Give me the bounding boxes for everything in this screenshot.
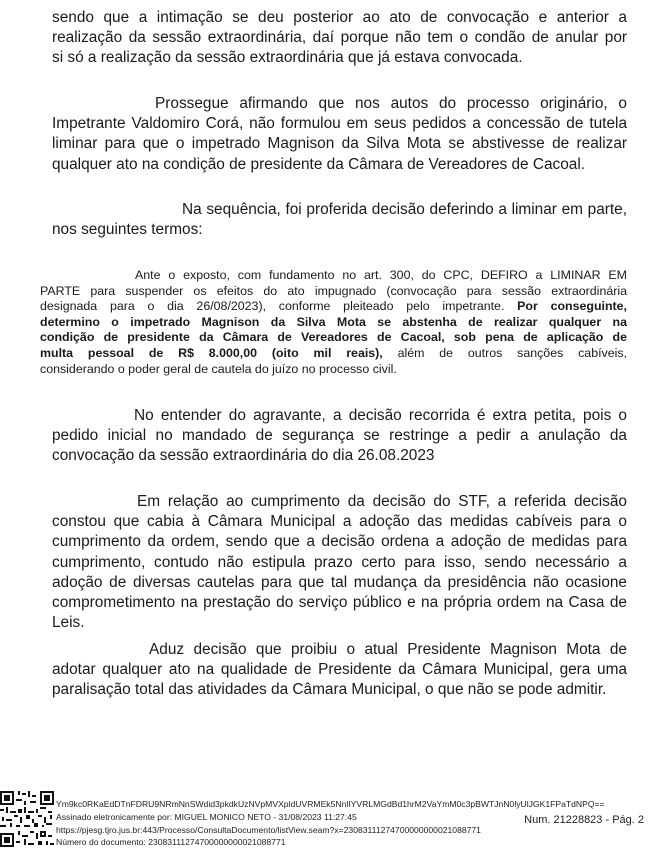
- text-line: No entender do agravante, a decisão recorrida é extra petita, pois o: [134, 407, 627, 424]
- text-line: comprometimento na prestação do serviço público e na própria ordem na Casa de: [52, 594, 627, 612]
- text-line: si só a realização da sessão extraordinária que já estava convocada.: [52, 49, 523, 67]
- document-url[interactable]: https://pjesg.tjro.jus.br:443/Processo/ConsultaDocumento/listView.seam?x=23083111274700000000021088771: [56, 825, 481, 835]
- text-line: convocação da sessão extraordinária do dia 26.08.2023: [52, 447, 435, 465]
- quote-line: [40, 346, 627, 362]
- signature-line: Assinado eletronicamente por: MIGUEL MONICO NETO - 31/08/2023 11:27:45: [56, 812, 357, 822]
- qr-code-icon: [0, 791, 54, 847]
- document-hash: Ym9kc0RKaEdDTnFDRU9NRmNnSWdid3pkdkUzNVpMVXpldUVRMEk5NnlIYVRLMGdBd1hrM2VaYmM0c3pBWTJnN0lyUlJGK1FPaTdNPQ==: [56, 799, 605, 809]
- document-number: Número do documento: 23083111274700000000021088771: [56, 837, 286, 847]
- quote-line: considerando o poder geral de cautela do juízo no processo civil.: [40, 361, 397, 376]
- text-line: Leis.: [52, 614, 85, 632]
- text-line: sendo que a intimação se deu posterior ao ato de convocação e anterior a: [52, 9, 627, 26]
- paragraph-5: [52, 492, 627, 633]
- text-line: realização da sessão extraordinária, daí porque não tem o condão de anular por: [52, 29, 627, 47]
- text-line: constou que cabia à Câmara Municipal a adoção das medidas cabíveis para o: [52, 513, 627, 531]
- quote-text: designada para o dia 26/08/2023), conforme pleiteado pelo impetrante.: [40, 299, 518, 314]
- quote-bold-text: multa pessoal de R$ 8.000,00 (oito mil reais),: [40, 345, 383, 360]
- quote-line: condição de presidente da Câmara de Vereadores de Cacoal, sob pena de aplicação de: [40, 330, 627, 345]
- text-line: pedido inicial no mandado de segurança se restringe a pedir a anulação da: [52, 427, 627, 445]
- text-line: adoção de diversas cautelas para que tal mudança da presidência não ocasione: [52, 573, 627, 591]
- text-line: Aduz decisão que proibiu o atual Presidente Magnison Mota de: [149, 641, 627, 658]
- text-line: nos seguintes termos:: [52, 221, 203, 239]
- text-line: Na sequência, foi proferida decisão deferindo a liminar em parte,: [182, 201, 627, 218]
- quote-line: PARTE para suspender os efeitos do ato impugnado (convocação para sessão extraordinária: [40, 283, 627, 298]
- paragraph-6: [52, 640, 627, 701]
- text-line: cumprimento da ordem, sendo que a decisão ordena a adoção de medidas para: [52, 533, 627, 551]
- paragraph-4: [52, 406, 627, 467]
- quote-bold-text: Por conseguinte,: [517, 299, 627, 314]
- text-line: paralisação total das atividades da Câmara Municipal, o que não se pode admitir.: [52, 681, 607, 699]
- quote-text: além de outros sanções cabíveis,: [382, 345, 627, 360]
- text-line: liminar para que o impetrado Magnison da Silva Mota se abstivesse de realizar: [52, 135, 627, 153]
- paragraph-3: [52, 200, 627, 240]
- text-line: cumprimento, contudo não estipula prazo certo para isso, sendo necessário a: [52, 553, 627, 571]
- text-line: Em relação ao cumprimento da decisão do STF, a referida decisão: [137, 493, 627, 510]
- paragraph-1: [52, 8, 627, 69]
- paragraph-2: [52, 94, 627, 175]
- text-line: Prossegue afirmando que nos autos do processo originário, o: [155, 95, 627, 112]
- text-line: Impetrante Valdomiro Corá, não formulou em seus pedidos a concessão de tutela: [52, 115, 627, 133]
- block-quote: [40, 268, 627, 377]
- page-number: Num. 21228823 - Pág. 2: [524, 814, 644, 826]
- quote-line: determino o impetrado Magnison da Silva Mota se abstenha de realizar qualquer na: [40, 314, 627, 329]
- text-line: adotar qualquer ato na qualidade de Presidente da Câmara Municipal, gera uma: [52, 661, 627, 679]
- quote-line: [40, 299, 627, 315]
- quote-line: Ante o exposto, com fundamento no art. 300, do CPC, DEFIRO a LIMINAR EM: [135, 268, 627, 282]
- text-line: qualquer ato na condição de presidente da Câmara de Vereadores de Cacoal.: [52, 155, 586, 173]
